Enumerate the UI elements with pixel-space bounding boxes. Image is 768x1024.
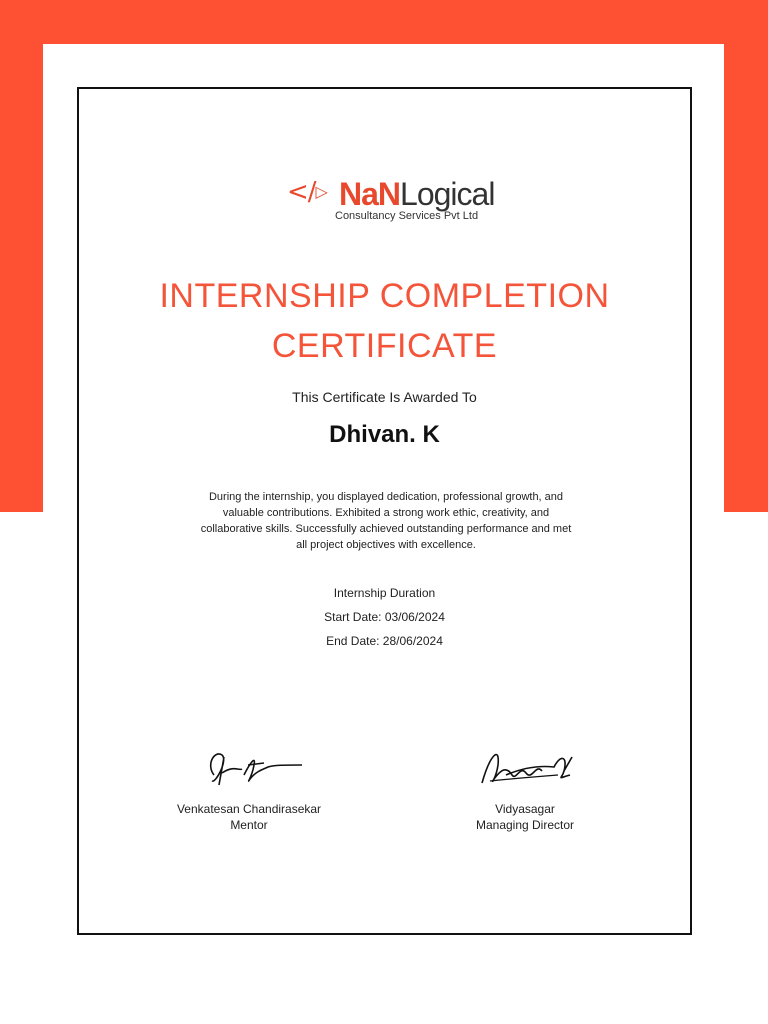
- logo-logical: Logical: [400, 176, 495, 212]
- logo-nan: NaN: [339, 176, 401, 212]
- certificate-frame: [77, 87, 692, 935]
- title-line-2: CERTIFICATE: [271, 327, 498, 365]
- mentor-role: Mentor: [230, 818, 268, 832]
- logo-tagline: Consultancy Services Pvt Ltd: [335, 210, 479, 222]
- duration-heading: Internship Duration: [333, 586, 436, 600]
- internship-duration: [79, 585, 690, 657]
- awarded-to-label: This Certificate Is Awarded To: [292, 389, 477, 405]
- start-date: Start Date: 03/06/2024: [324, 610, 445, 624]
- end-date: End Date: 28/06/2024: [326, 634, 443, 648]
- code-bracket-icon: </▷: [287, 177, 327, 207]
- director-signature: [460, 735, 590, 795]
- recipient-name: Dhivan. K: [329, 421, 440, 448]
- director-name: Vidyasagar: [495, 802, 555, 816]
- mentor-signature-block: [149, 735, 349, 833]
- title-line-1: INTERNSHIP COMPLETION: [159, 277, 610, 315]
- mentor-signature: [184, 735, 314, 795]
- company-logo: [287, 175, 495, 227]
- director-role: Managing Director: [475, 818, 575, 832]
- certificate-description: During the internship, you displayed dedication, professional growth, and valuable contributions. Exhibited a strong work ethic, creativity, and collaborative skills. Successfully achieved outstanding performance and met all project objectives with excellence.: [200, 491, 572, 551]
- mentor-name: Venkatesan Chandirasekar: [176, 802, 322, 816]
- certificate-title: [79, 271, 690, 371]
- director-signature-block: [425, 735, 625, 833]
